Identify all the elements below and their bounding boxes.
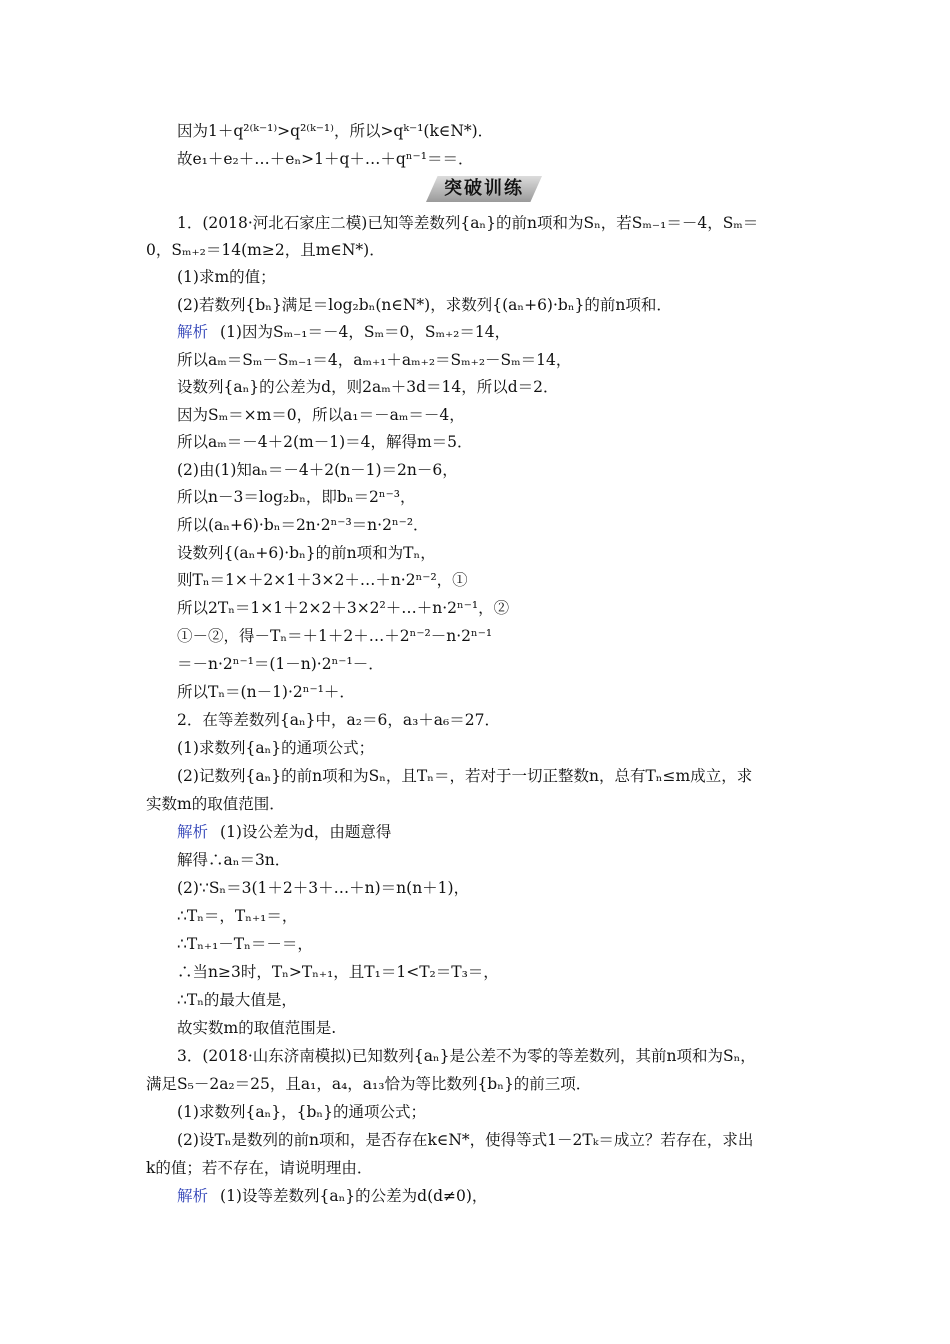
problem-1-question-line-1: 1．(2018·河北石家庄二模)已知等差数列{aₙ}的前n项和为Sₙ，若Sₘ₋₁＝－4，Sₘ＝	[177, 214, 759, 232]
problem-2-question-line-1: 2．在等差数列{aₙ}中，a₂＝6，a₃＋a₆＝27．	[177, 711, 500, 729]
solution-line: 则Tₙ＝1×＋2×1＋3×2＋…＋n·2ⁿ⁻²，①	[177, 571, 468, 589]
solution-line: ∴Tₙ的最大值是，	[177, 991, 297, 1009]
analysis-label: 解析	[177, 823, 209, 841]
solution-line: 设数列{(aₙ+6)·bₙ}的前n项和为Tₙ，	[177, 544, 436, 562]
solution-line: 解析 (1)设等差数列{aₙ}的公差为d(d≠0)，	[177, 1187, 488, 1205]
problem-1-part-1: (1)求m的值；	[177, 268, 276, 286]
solution-line: ∴Tₙ₊₁－Tₙ＝－＝，	[177, 935, 313, 953]
problem-3-part-1: (1)求数列{aₙ}，{bₙ}的通项公式；	[177, 1103, 426, 1121]
solution-line: ∴当n≥3时，Tₙ>Tₙ₊₁，且T₁＝1<T₂＝T₃＝，	[177, 963, 499, 981]
problem-1-question-line-2: 0，Sₘ₊₂＝14(m≥2，且m∈N*)．	[146, 241, 385, 259]
text-line: 故e₁＋e₂＋…＋eₙ>1＋q＋…＋qⁿ⁻¹＝＝．	[177, 150, 474, 168]
solution-line: 因为Sₘ＝×m＝0，所以a₁＝－aₘ＝－4，	[177, 406, 465, 424]
solution-line: ∴Tₙ＝，Tₙ₊₁＝，	[177, 907, 298, 925]
problem-1-part-2: (2)若数列{bₙ}满足＝log₂bₙ(n∈N*)，求数列{(aₙ+6)·bₙ}的前n项和．	[177, 296, 672, 314]
solution-line: 所以2Tₙ＝1×1＋2×2＋3×2²＋…＋n·2ⁿ⁻¹，②	[177, 599, 510, 617]
solution-line: ＝－n·2ⁿ⁻¹＝(1－n)·2ⁿ⁻¹－．	[177, 655, 384, 673]
section-banner	[426, 176, 542, 204]
solution-line: 解析 (1)设公差为d，由题意得	[177, 823, 392, 841]
problem-3-question-line-2: 满足S₅－2a₂＝25，且a₁，a₄，a₁₃恰为等比数列{bₙ}的前三项．	[146, 1075, 592, 1093]
text-line: 因为1＋q²⁽ᵏ⁻¹⁾>q²⁽ᵏ⁻¹⁾，所以>qᵏ⁻¹(k∈N*)．	[177, 122, 494, 140]
solution-line: 解得∴aₙ＝3n．	[177, 851, 291, 869]
problem-3-part-2: (2)设Tₙ是数列的前n项和，是否存在k∈N*，使得等式1－2Tₖ＝成立？若存在，求出	[177, 1131, 754, 1149]
problem-2-part-1: (1)求数列{aₙ}的通项公式；	[177, 739, 375, 757]
solution-line: ①－②，得－Tₙ＝＋1＋2＋…＋2ⁿ⁻²－n·2ⁿ⁻¹	[177, 627, 493, 645]
solution-line: 所以(aₙ+6)·bₙ＝2n·2ⁿ⁻³＝n·2ⁿ⁻²．	[177, 516, 429, 534]
problem-2-part-2-cont: 实数m的取值范围．	[146, 795, 285, 813]
solution-line: 故实数m的取值范围是.	[177, 1019, 337, 1037]
problem-2-part-2: (2)记数列{aₙ}的前n项和为Sₙ，且Tₙ＝，若对于一切正整数n，总有Tₙ≤m成立，求	[177, 767, 753, 785]
problem-3-part-2-cont: k的值；若不存在，请说明理由．	[146, 1159, 373, 1177]
solution-line: 设数列{aₙ}的公差为d，则2aₘ＋3d＝14，所以d＝2．	[177, 378, 559, 396]
analysis-label: 解析	[177, 1187, 209, 1205]
solution-line: 所以aₘ＝－4＋2(m－1)＝4，解得m＝5．	[177, 433, 473, 451]
analysis-label: 解析	[177, 323, 209, 341]
solution-line: 解析 (1)因为Sₘ₋₁＝－4，Sₘ＝0，Sₘ₊₂＝14，	[177, 323, 511, 341]
solution-line: 所以aₘ＝Sₘ－Sₘ₋₁＝4，aₘ₊₁＋aₘ₊₂＝Sₘ₊₂－Sₘ＝14，	[177, 351, 572, 369]
solution-line: (2)由(1)知aₙ＝－4＋2(n－1)＝2n－6，	[177, 461, 458, 479]
section-title: 突破训练	[444, 178, 524, 199]
problem-3-question-line-1: 3．(2018·山东济南模拟)已知数列{aₙ}是公差不为零的等差数列，其前n项和为Sₙ，	[177, 1047, 756, 1065]
solution-line: 所以n－3＝log₂bₙ，即bₙ＝2ⁿ⁻³，	[177, 488, 416, 506]
solution-line: 所以Tₙ＝(n－1)·2ⁿ⁻¹＋．	[177, 683, 355, 701]
solution-line: (2)∵Sₙ＝3(1＋2＋3＋…＋n)＝n(n＋1)，	[177, 879, 470, 897]
